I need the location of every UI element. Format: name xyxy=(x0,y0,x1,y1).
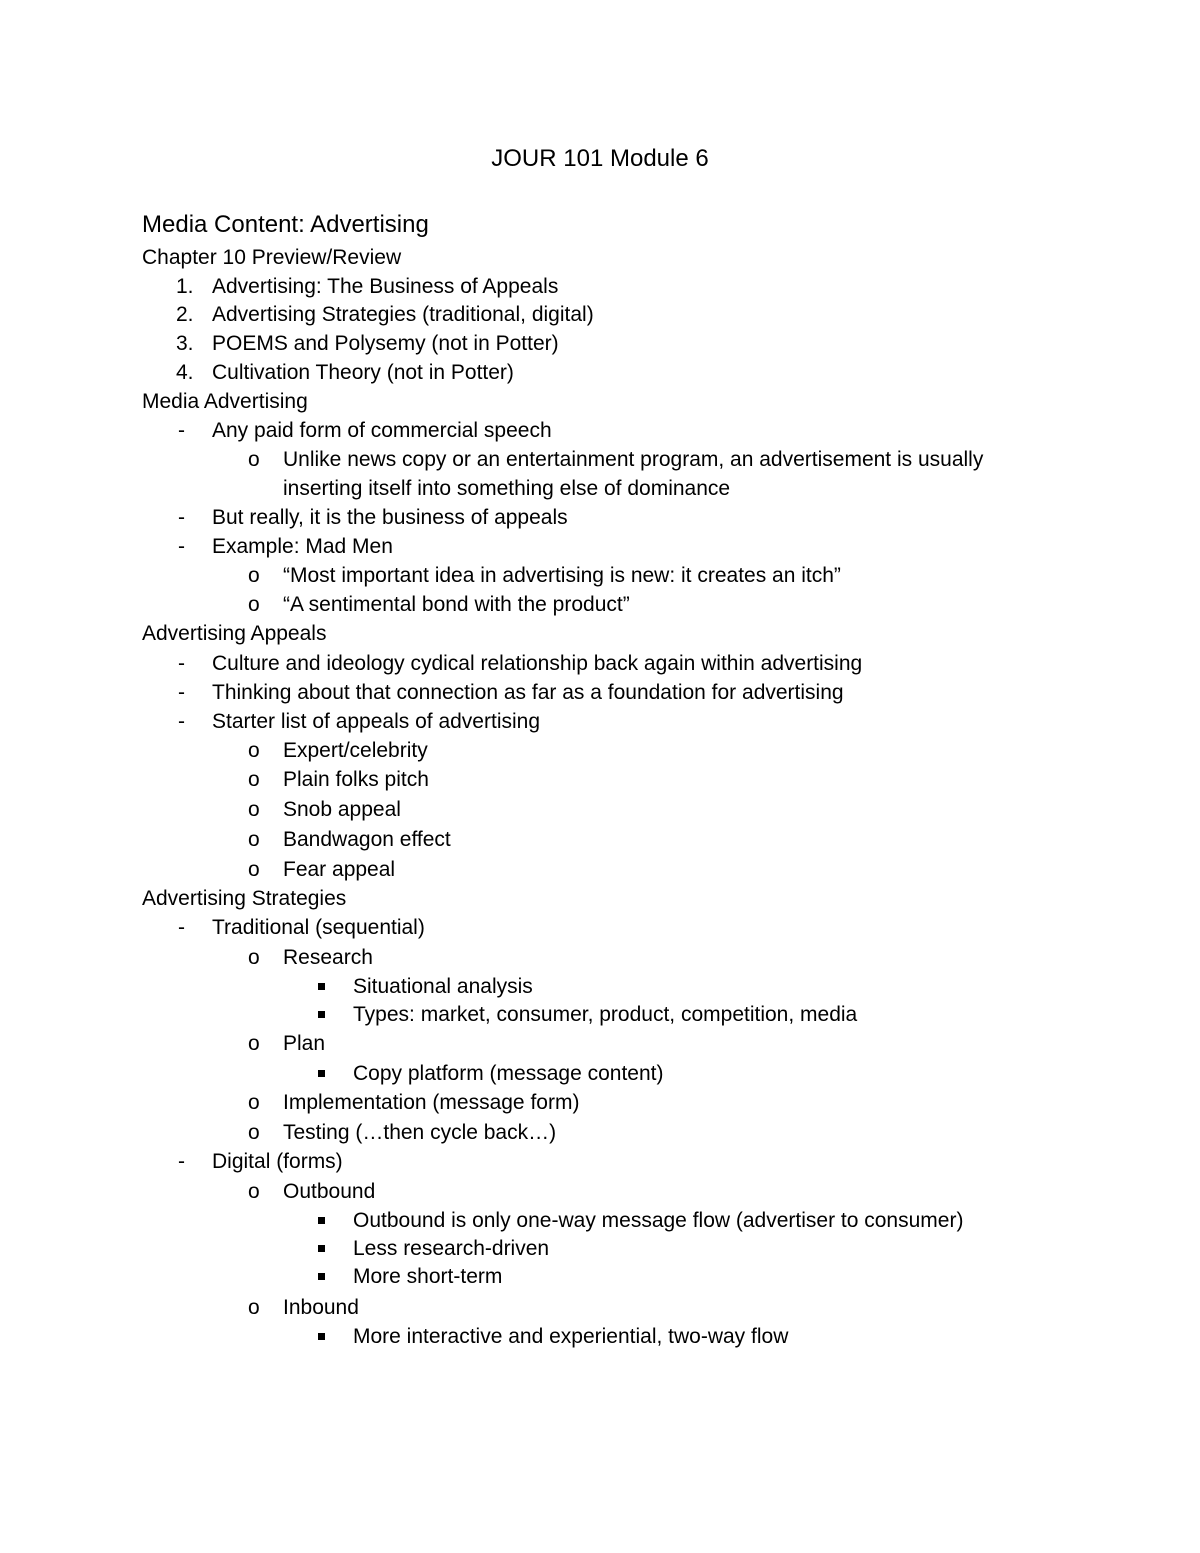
advertising-appeals-label: Advertising Appeals xyxy=(142,622,327,645)
dash-bullet: - xyxy=(178,1150,185,1173)
list-item: “Most important idea in advertising is new: it creates an itch” xyxy=(283,564,841,587)
square-bullet xyxy=(318,983,325,990)
list-item: Starter list of appeals of advertising xyxy=(212,710,541,733)
list-item: Implementation (message form) xyxy=(283,1091,580,1114)
list-item: Advertising: The Business of Appeals xyxy=(212,275,559,298)
list-item: Unlike news copy or an entertainment program, an advertisement is usually xyxy=(283,448,984,471)
list-item: Example: Mad Men xyxy=(212,535,393,558)
list-item: More interactive and experiential, two-way flow xyxy=(353,1325,789,1348)
square-bullet xyxy=(318,1217,325,1224)
chapter-label: Chapter 10 Preview/Review xyxy=(142,246,402,269)
list-item: Cultivation Theory (not in Potter) xyxy=(212,361,514,384)
circle-bullet: o xyxy=(248,1121,260,1144)
document-title: JOUR 101 Module 6 xyxy=(491,145,709,172)
list-item: But really, it is the business of appeals xyxy=(212,506,568,529)
dash-bullet: - xyxy=(178,710,185,733)
square-bullet xyxy=(318,1011,325,1018)
list-item: Testing (…then cycle back…) xyxy=(283,1121,557,1144)
circle-bullet: o xyxy=(248,828,260,851)
list-item: Expert/celebrity xyxy=(283,739,428,762)
section-heading: Media Content: Advertising xyxy=(142,211,429,238)
list-item-continuation: inserting itself into something else of dominance xyxy=(283,477,731,500)
list-item: Any paid form of commercial speech xyxy=(212,419,552,442)
dash-bullet: - xyxy=(178,916,185,939)
circle-bullet: o xyxy=(248,768,260,791)
circle-bullet: o xyxy=(248,1296,260,1319)
circle-bullet: o xyxy=(248,1032,260,1055)
square-bullet xyxy=(318,1273,325,1280)
circle-bullet: o xyxy=(248,858,260,881)
circle-bullet: o xyxy=(248,593,260,616)
list-item: Traditional (sequential) xyxy=(212,916,425,939)
square-bullet xyxy=(318,1333,325,1340)
list-number: 2. xyxy=(176,303,194,326)
list-item: Inbound xyxy=(283,1296,359,1319)
list-item: Thinking about that connection as far as a foundation for advertising xyxy=(212,681,844,704)
list-item: Snob appeal xyxy=(283,798,401,821)
circle-bullet: o xyxy=(248,739,260,762)
dash-bullet: - xyxy=(178,535,185,558)
circle-bullet: o xyxy=(248,564,260,587)
list-item: “A sentimental bond with the product” xyxy=(283,593,630,616)
circle-bullet: o xyxy=(248,946,260,969)
list-item: Plain folks pitch xyxy=(283,768,429,791)
list-item: More short-term xyxy=(353,1265,503,1288)
list-item: Fear appeal xyxy=(283,858,396,881)
advertising-strategies-label: Advertising Strategies xyxy=(142,887,347,910)
dash-bullet: - xyxy=(178,652,185,675)
list-number: 3. xyxy=(176,332,194,355)
list-item: POEMS and Polysemy (not in Potter) xyxy=(212,332,559,355)
list-number: 1. xyxy=(176,275,194,298)
list-number: 4. xyxy=(176,361,194,384)
dash-bullet: - xyxy=(178,681,185,704)
circle-bullet: o xyxy=(248,1180,260,1203)
dash-bullet: - xyxy=(178,506,185,529)
list-item: Types: market, consumer, product, competition, media xyxy=(353,1003,858,1026)
list-item: Less research-driven xyxy=(353,1237,550,1260)
list-item: Digital (forms) xyxy=(212,1150,343,1173)
list-item: Culture and ideology cydical relationship back again within advertising xyxy=(212,652,863,675)
circle-bullet: o xyxy=(248,448,260,471)
media-advertising-label: Media Advertising xyxy=(142,390,308,413)
list-item: Plan xyxy=(283,1032,326,1055)
list-item: Advertising Strategies (traditional, digital) xyxy=(212,303,594,326)
list-item: Copy platform (message content) xyxy=(353,1062,664,1085)
list-item: Situational analysis xyxy=(353,975,533,998)
square-bullet xyxy=(318,1245,325,1252)
list-item: Outbound is only one-way message flow (advertiser to consumer) xyxy=(353,1209,964,1232)
list-item: Research xyxy=(283,946,373,969)
list-item: Bandwagon effect xyxy=(283,828,451,851)
circle-bullet: o xyxy=(248,1091,260,1114)
dash-bullet: - xyxy=(178,419,185,442)
list-item: Outbound xyxy=(283,1180,376,1203)
circle-bullet: o xyxy=(248,798,260,821)
square-bullet xyxy=(318,1070,325,1077)
